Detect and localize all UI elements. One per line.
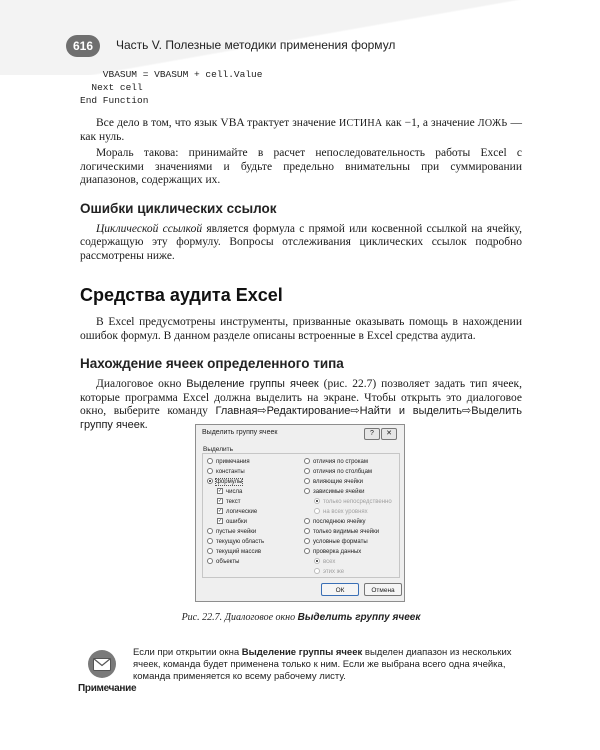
checkbox-checked-icon: ✓: [218, 488, 223, 495]
paragraph-vba-boolean: [80, 117, 522, 144]
radio-icon: [314, 508, 320, 514]
paragraph-audit-intro: В Excel предусмотрены инструменты, призванные оказывать помощь в нахождении ошибок формул. В данном разделе описаны встроенные в Excel средства аудита.: [80, 316, 522, 342]
option-label: формулы: [216, 479, 243, 485]
option-label: отличия по столбцам: [313, 469, 373, 475]
caption-text: Диалоговое окно: [222, 612, 298, 623]
para1-text-b: как −1, а значение: [382, 117, 478, 129]
option-label: всех: [323, 559, 336, 565]
radio-icon: [304, 538, 310, 544]
figure-caption: [80, 612, 522, 623]
option-label: пустые ячейки: [216, 529, 257, 535]
code-listing: VBASUM = VBASUM + cell.Value Next cell End Function: [80, 69, 263, 106]
envelope-icon: [88, 650, 116, 678]
option-row-differences[interactable]: [304, 458, 368, 466]
radio-selected-icon: [314, 558, 320, 564]
note-text-b: выделен диапазон из нескольких ячеек, команда будет применена только к ним. Если же выбрана всего одна ячейка, команда применяется ко всему рабочему листу.: [133, 647, 512, 682]
option-comments[interactable]: [207, 458, 250, 466]
option-label: на всех уровнях: [323, 509, 368, 515]
option-label: объекты: [216, 559, 240, 565]
option-objects[interactable]: [207, 558, 239, 566]
checkbox-checked-icon: ✓: [218, 498, 223, 505]
note-label: Примечание: [78, 683, 137, 694]
cancel-button[interactable]: Отмена: [364, 583, 402, 596]
option-label: последнюю ячейку: [313, 519, 366, 525]
option-label: влияющие ячейки: [313, 479, 363, 485]
checkbox-checked-icon: ✓: [218, 508, 223, 515]
radio-icon: [207, 538, 213, 544]
option-dependents[interactable]: [304, 488, 364, 496]
option-label: константы: [216, 469, 245, 475]
radio-icon: [304, 518, 310, 524]
heading-audit-tools: Средства аудита Excel: [80, 285, 283, 305]
option-current-region[interactable]: [207, 538, 264, 546]
checkbox-checked-icon: ✓: [218, 518, 223, 525]
go-to-special-dialog: [195, 424, 405, 602]
note-text: [133, 647, 522, 683]
false-value: ЛОЖЬ: [477, 118, 508, 129]
radio-icon: [207, 548, 213, 554]
radio-selected-icon: [314, 498, 320, 504]
checkbox-errors[interactable]: [217, 518, 247, 526]
option-data-validation[interactable]: [304, 548, 361, 556]
radio-selected-icon: [207, 478, 213, 484]
page-number: 616: [66, 35, 100, 57]
option-precedents[interactable]: [304, 478, 363, 486]
radio-icon: [304, 548, 310, 554]
option-constants[interactable]: [207, 468, 245, 476]
option-label: ошибки: [226, 519, 247, 525]
option-last-cell[interactable]: [304, 518, 366, 526]
option-label: текст: [226, 499, 241, 505]
option-direct-only[interactable]: [314, 498, 392, 506]
option-label: отличия по строкам: [313, 459, 368, 465]
help-button[interactable]: ?: [364, 428, 380, 440]
option-label: только видимые ячейки: [313, 529, 380, 535]
radio-icon: [207, 468, 213, 474]
note-text-a: Если при открытии окна: [133, 647, 242, 658]
true-value: ИСТИНА: [338, 118, 383, 129]
option-label: только непосредственно: [323, 499, 392, 505]
close-button[interactable]: ✕: [381, 428, 397, 440]
option-blanks[interactable]: [207, 528, 256, 536]
checkbox-numbers[interactable]: [217, 488, 242, 496]
option-label: проверка данных: [313, 549, 362, 555]
ribbon-command-path: Главная⇨Редактирование⇨Найти и выделить⇨Выделить группу ячеек: [80, 405, 522, 431]
option-column-differences[interactable]: [304, 468, 372, 476]
caption-dialog-name: Выделить группу ячеек: [297, 612, 421, 623]
checkbox-logicals[interactable]: [217, 508, 257, 516]
option-label: примечания: [216, 459, 250, 465]
paragraph-circular-references: [80, 223, 522, 264]
ok-button[interactable]: ОК: [321, 583, 359, 596]
checkbox-text[interactable]: [217, 498, 240, 506]
para3-text: является формула с прямой или косвенной ссылкой на ячейку, содержащую эту формулу. Вопросы отслеживания циклических ссылок подробно рассмотрены ниже.: [80, 222, 522, 262]
para1-text-c: — как нуль.: [80, 117, 522, 143]
heading-circular-references: Ошибки циклических ссылок: [80, 200, 277, 216]
option-label: этих же: [323, 569, 345, 575]
option-label: логические: [226, 509, 258, 515]
option-all-levels[interactable]: [314, 508, 368, 516]
page-content: [80, 68, 522, 432]
option-visible-cells[interactable]: [304, 528, 379, 536]
option-label: зависимые ячейки: [313, 489, 365, 495]
radio-icon: [207, 528, 213, 534]
para5-text-b: (рис. 22.7) позволяет задать тип ячеек, которые программа Excel должна выделить на экране. Чтобы открыть это диалоговое окно, выберите команду: [80, 378, 522, 417]
option-current-array[interactable]: [207, 548, 261, 556]
option-label: числа: [226, 489, 243, 495]
running-head: Часть V. Полезные методики применения формул: [116, 38, 396, 52]
radio-icon: [304, 478, 310, 484]
radio-icon: [207, 458, 213, 464]
para5-text-a: Диалоговое окно: [96, 378, 187, 390]
option-all[interactable]: [314, 558, 335, 566]
radio-icon: [304, 468, 310, 474]
dialog-name-inline: Выделение группы ячеек: [186, 378, 319, 390]
caption-label: Рис. 22.7.: [181, 612, 223, 623]
radio-icon: [304, 528, 310, 534]
select-group-label: Выделить: [203, 446, 233, 453]
option-label: текущий массив: [216, 549, 262, 555]
option-label: текущую область: [216, 539, 265, 545]
term-circular-reference: Циклической ссылкой: [96, 222, 203, 235]
radio-icon: [304, 488, 310, 494]
heading-find-cells: Нахождение ячеек определенного типа: [80, 356, 344, 371]
radio-icon: [314, 568, 320, 574]
paragraph-moral: Мораль такова: принимайте в расчет непоследовательность работы Excel с логическими значениями и будьте предельно внимательны при суммировании диапазонов, содержащих их.: [80, 147, 522, 186]
radio-icon: [207, 558, 213, 564]
option-conditional-formats[interactable]: [304, 538, 368, 546]
note-dialog-name: Выделение группы ячеек: [241, 647, 363, 658]
option-formulas[interactable]: [207, 478, 242, 486]
dialog-title: Выделить группу ячеек: [202, 429, 278, 436]
option-label: условные форматы: [313, 539, 368, 545]
radio-icon: [304, 458, 310, 464]
para1-text-a: Все дело в том, что язык VBA трактует значение: [96, 117, 339, 129]
option-same[interactable]: [314, 568, 344, 576]
para5-text-c: .: [144, 418, 148, 431]
